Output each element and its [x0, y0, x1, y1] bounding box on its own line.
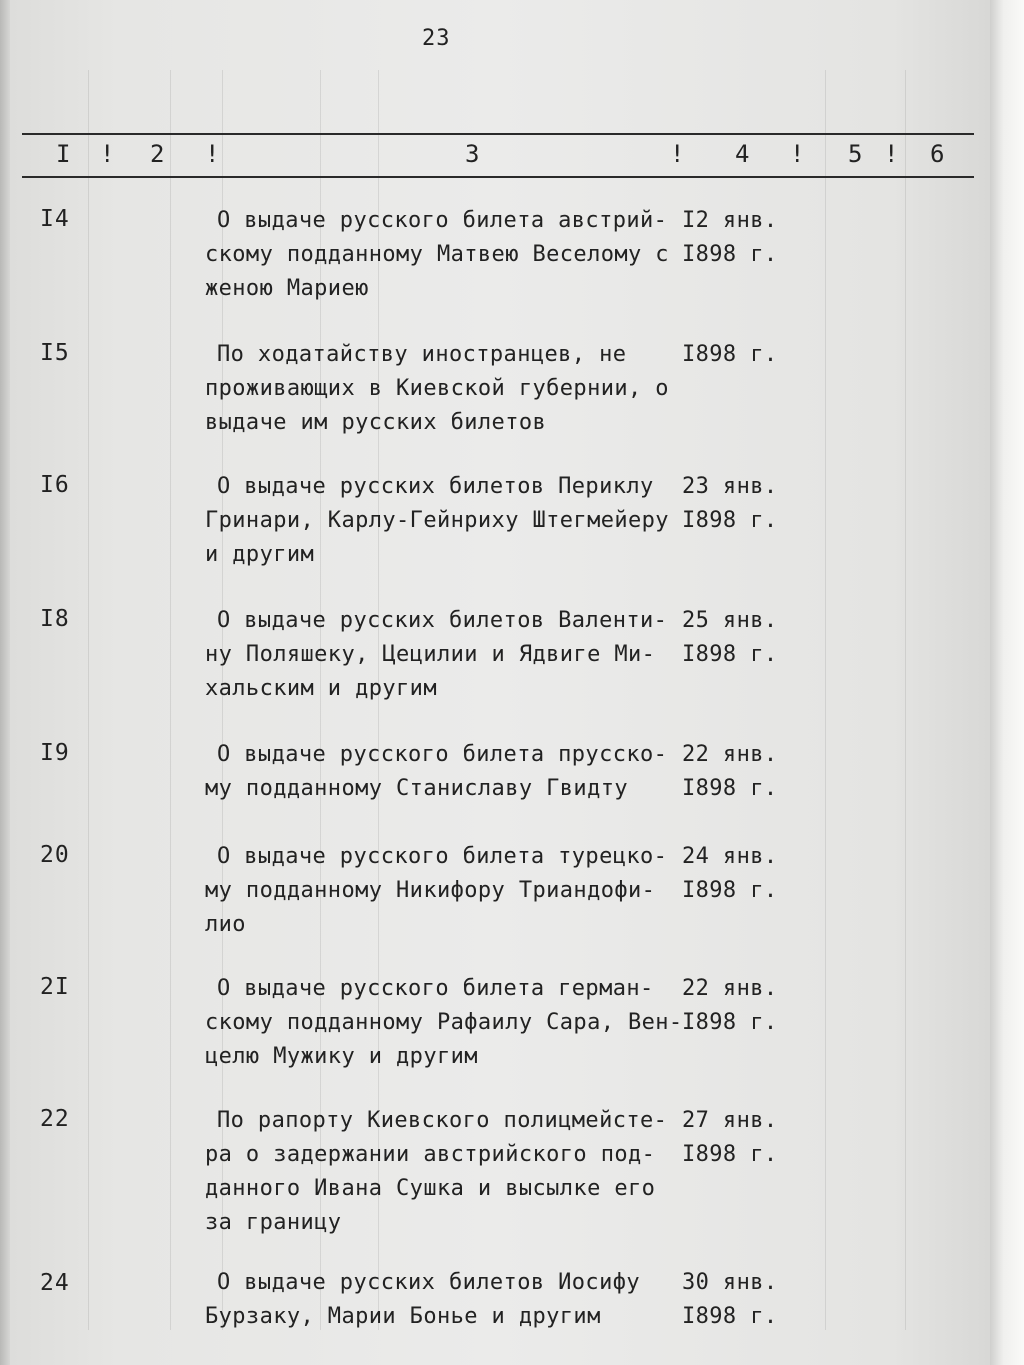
entry-number: I8 — [40, 606, 70, 632]
entry-description — [205, 738, 675, 806]
date-line: I898 г. — [682, 342, 778, 367]
entry-number: I4 — [40, 206, 70, 232]
description-line: му подданному Станиславу Гвидту — [205, 776, 628, 801]
description-line: му подданному Никифору Триандофи- — [205, 878, 656, 903]
date-line: 24 янв. — [682, 844, 778, 869]
description-line: ну Поляшеку, Цецилии и Ядвиге Ми- — [205, 642, 656, 667]
entry-description — [205, 338, 675, 440]
description-line: целю Мужику и другим — [205, 1044, 478, 1069]
entry-date — [682, 840, 782, 908]
date-line: I898 г. — [682, 508, 778, 533]
description-line: О выдаче русского билета турецко- — [217, 844, 668, 869]
description-line: и другим — [205, 542, 315, 567]
date-line: 22 янв. — [682, 976, 778, 1001]
entry-description — [205, 972, 683, 1074]
entry-description — [205, 1104, 675, 1240]
date-line: I898 г. — [682, 1304, 778, 1329]
entry-number: I6 — [40, 472, 70, 498]
description-line: выдаче им русских билетов — [205, 410, 547, 435]
entry-date — [682, 738, 782, 806]
description-line: скому подданному Рафаилу Сара, Вен- — [205, 1010, 683, 1035]
page-right-edge — [990, 0, 1024, 1365]
description-line: О выдаче русских билетов Периклу — [217, 474, 654, 499]
header-rule-bottom — [22, 176, 974, 178]
description-line: женою Мариею — [205, 276, 369, 301]
entry-date — [682, 204, 782, 272]
entry-date — [682, 470, 782, 538]
date-line: I898 г. — [682, 242, 778, 267]
column-header-4: 4 — [735, 140, 750, 168]
description-line: хальским и другим — [205, 676, 437, 701]
column-header-3: 3 — [465, 140, 480, 168]
entry-date — [682, 1266, 782, 1334]
ruling-line — [825, 70, 826, 1330]
column-header-5: 5 — [848, 140, 863, 168]
description-line: О выдаче русского билета австрий- — [217, 208, 668, 233]
description-line: ра о задержании австрийского под- — [205, 1142, 656, 1167]
ruling-line — [905, 70, 906, 1330]
page-number: 23 — [422, 26, 451, 51]
description-line: данного Ивана Сушка и высылке его — [205, 1176, 656, 1201]
date-line: I898 г. — [682, 776, 778, 801]
description-line: О выдаче русского билета герман- — [217, 976, 654, 1001]
date-line: I2 янв. — [682, 208, 778, 233]
date-line: I898 г. — [682, 878, 778, 903]
entry-description — [205, 470, 675, 572]
entry-description — [205, 204, 675, 306]
date-line: 25 янв. — [682, 608, 778, 633]
description-line: за границу — [205, 1210, 342, 1235]
entry-number: I9 — [40, 740, 70, 766]
description-line: О выдаче русских билетов Валенти- — [217, 608, 668, 633]
entry-description — [205, 604, 675, 706]
entry-date — [682, 338, 782, 372]
ruling-line — [88, 70, 89, 1330]
description-line: По ходатайству иностранцев, не — [217, 342, 627, 367]
column-separator: ! — [790, 140, 805, 168]
entry-number: 20 — [40, 842, 70, 868]
description-line: Гринари, Карлу-Гейнриху Штегмейеру — [205, 508, 669, 533]
column-header-6: 6 — [930, 140, 945, 168]
description-line: Бурзаку, Марии Бонье и другим — [205, 1304, 601, 1329]
column-separator: ! — [100, 140, 115, 168]
entry-number: 24 — [40, 1270, 70, 1296]
entry-description — [205, 840, 675, 942]
entry-date — [682, 1104, 782, 1172]
description-line: скому подданному Матвею Веселому с — [205, 242, 669, 267]
description-line: По рапорту Киевского полицмейсте- — [217, 1108, 668, 1133]
ruling-line — [170, 70, 171, 1330]
description-line: О выдаче русских билетов Иосифу — [217, 1270, 640, 1295]
entry-number: I5 — [40, 340, 70, 366]
entry-number: 22 — [40, 1106, 70, 1132]
entry-description — [205, 1266, 675, 1334]
date-line: I898 г. — [682, 642, 778, 667]
entry-number: 2I — [40, 974, 70, 1000]
column-separator: ! — [205, 140, 220, 168]
date-line: I898 г. — [682, 1142, 778, 1167]
description-line: О выдаче русского билета прусско- — [217, 742, 668, 767]
description-line: лио — [205, 912, 246, 937]
date-line: I898 г. — [682, 1010, 778, 1035]
date-line: 22 янв. — [682, 742, 778, 767]
page-left-edge — [0, 0, 10, 1365]
header-rule-top — [22, 133, 974, 135]
date-line: 27 янв. — [682, 1108, 778, 1133]
column-separator: ! — [884, 140, 899, 168]
entry-date — [682, 604, 782, 672]
column-header-2: 2 — [150, 140, 165, 168]
date-line: 30 янв. — [682, 1270, 778, 1295]
column-separator: ! — [670, 140, 685, 168]
entry-date — [682, 972, 782, 1040]
description-line: проживающих в Киевской губернии, о — [205, 376, 669, 401]
column-header-1: I — [56, 140, 71, 168]
date-line: 23 янв. — [682, 474, 778, 499]
